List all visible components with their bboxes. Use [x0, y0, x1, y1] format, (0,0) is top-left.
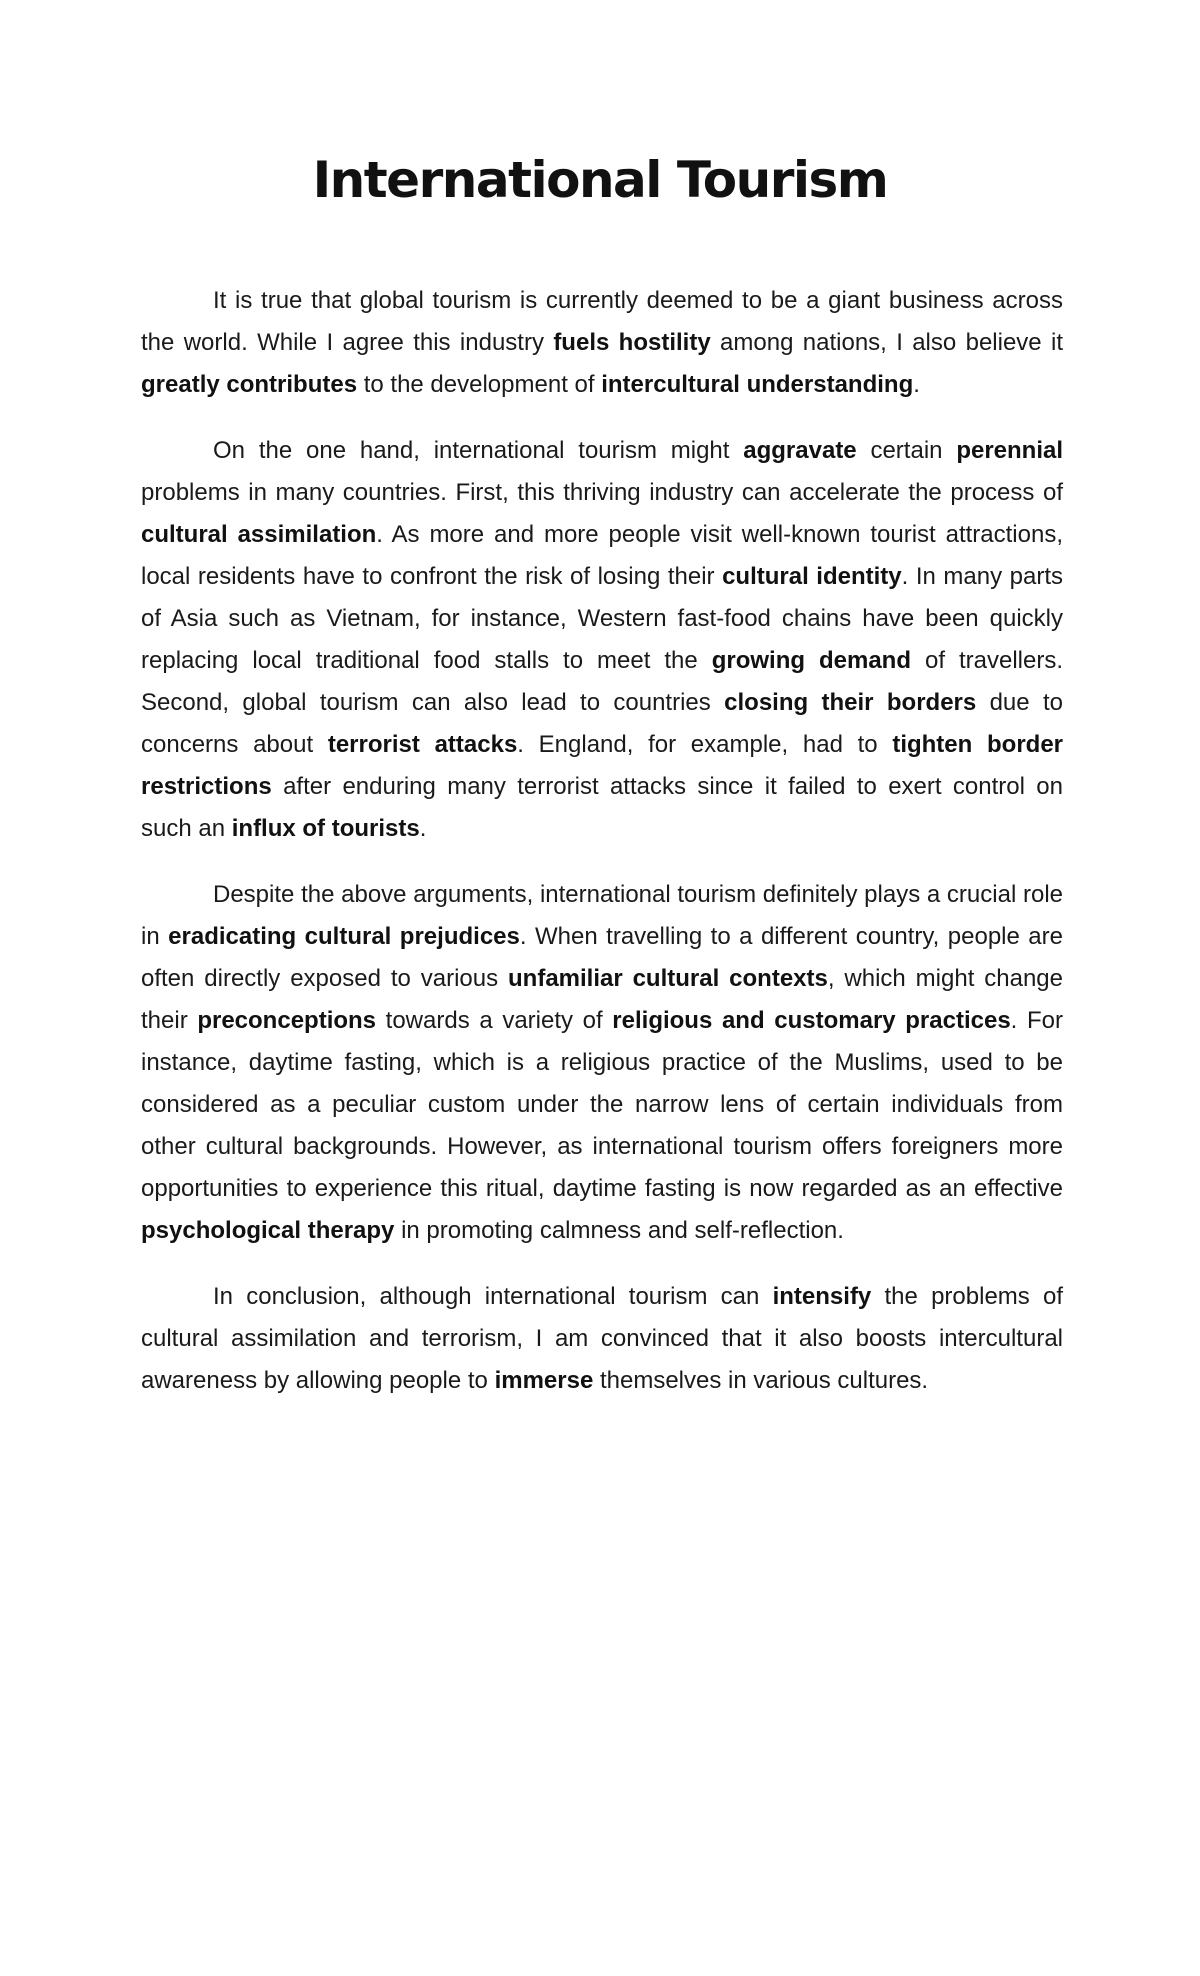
text-run: . When travelling to a different country, people are often directly exposed to various	[141, 923, 1063, 992]
paragraph-body-one	[141, 430, 1063, 850]
key-phrase: terrorist attacks	[327, 731, 518, 758]
paragraph-introduction	[141, 280, 1063, 406]
text-run: , which might change their	[141, 965, 1063, 1034]
paragraph-body-two	[141, 874, 1063, 1252]
text-run: Despite the above arguments, international tourism definitely plays a crucial role in	[141, 881, 1063, 950]
paragraph-conclusion	[141, 1276, 1063, 1402]
key-phrase: fuels hostility	[553, 329, 711, 356]
key-phrase: influx of tourists	[231, 815, 420, 842]
key-phrase: cultural identity	[722, 563, 902, 590]
key-phrase: intensify	[772, 1283, 872, 1310]
text-run: .	[913, 371, 920, 398]
text-run: . As more and more people visit well-known tourist attractions, local residents have to confront the risk of losing their	[141, 521, 1063, 590]
text-run: of travellers. Second, global tourism can also lead to countries	[141, 647, 1063, 716]
key-phrase: closing their borders	[724, 689, 977, 716]
key-phrase: preconceptions	[197, 1007, 377, 1034]
essay-body	[141, 280, 1063, 1426]
text-run: the problems of cultural assimilation and terrorism, I am convinced that it also boosts intercultural awareness by allowing people to	[141, 1283, 1064, 1394]
text-run: in promoting calmness and self-reflection.	[394, 1217, 844, 1244]
key-phrase: psychological therapy	[141, 1217, 395, 1244]
key-phrase: religious and customary practices	[612, 1007, 1011, 1034]
text-run: On the one hand, international tourism might	[213, 437, 744, 464]
text-run: problems in many countries. First, this thriving industry can accelerate the process of	[141, 479, 1063, 506]
text-run: . For instance, daytime fasting, which is a religious practice of the Muslims, used to be considered as a peculiar custom under the narrow lens of certain individuals from other cultural backgrounds. However, as international tourism offers foreigners more opportunities to experience this ritual, daytime fasting is now regarded as an effective	[141, 1007, 1063, 1202]
key-phrase: intercultural understanding	[601, 371, 914, 398]
text-run: It is true that global tourism is currently deemed to be a giant business across the world. While I agree this industry	[141, 287, 1063, 356]
text-run: among nations, I also believe it	[710, 329, 1063, 356]
text-run: towards a variety of	[376, 1007, 613, 1034]
key-phrase: growing demand	[711, 647, 912, 674]
key-phrase: greatly contributes	[141, 371, 358, 398]
text-run: . England, for example, had to	[517, 731, 893, 758]
text-run: In conclusion, although international tourism can	[213, 1283, 773, 1310]
key-phrase: unfamiliar cultural contexts	[508, 965, 828, 992]
text-run: . In many parts of Asia such as Vietnam, for instance, Western fast-food chains have been quickly replacing local traditional food stalls to meet the	[141, 563, 1064, 674]
text-run: themselves in various cultures.	[593, 1367, 929, 1394]
key-phrase: aggravate	[743, 437, 857, 464]
key-phrase: tighten border restrictions	[141, 731, 1064, 800]
text-run: .	[419, 815, 427, 842]
text-run: to the development of	[357, 371, 602, 398]
document-title: International Tourism	[312, 151, 888, 209]
key-phrase: immerse	[494, 1367, 594, 1394]
key-phrase: cultural assimilation	[141, 521, 377, 548]
text-run: certain	[856, 437, 957, 464]
key-phrase: perennial	[956, 437, 1064, 464]
text-run: after enduring many terrorist attacks since it failed to exert control on such an	[141, 773, 1063, 842]
key-phrase: eradicating cultural prejudices	[168, 923, 520, 950]
text-run: due to concerns about	[141, 689, 1064, 758]
